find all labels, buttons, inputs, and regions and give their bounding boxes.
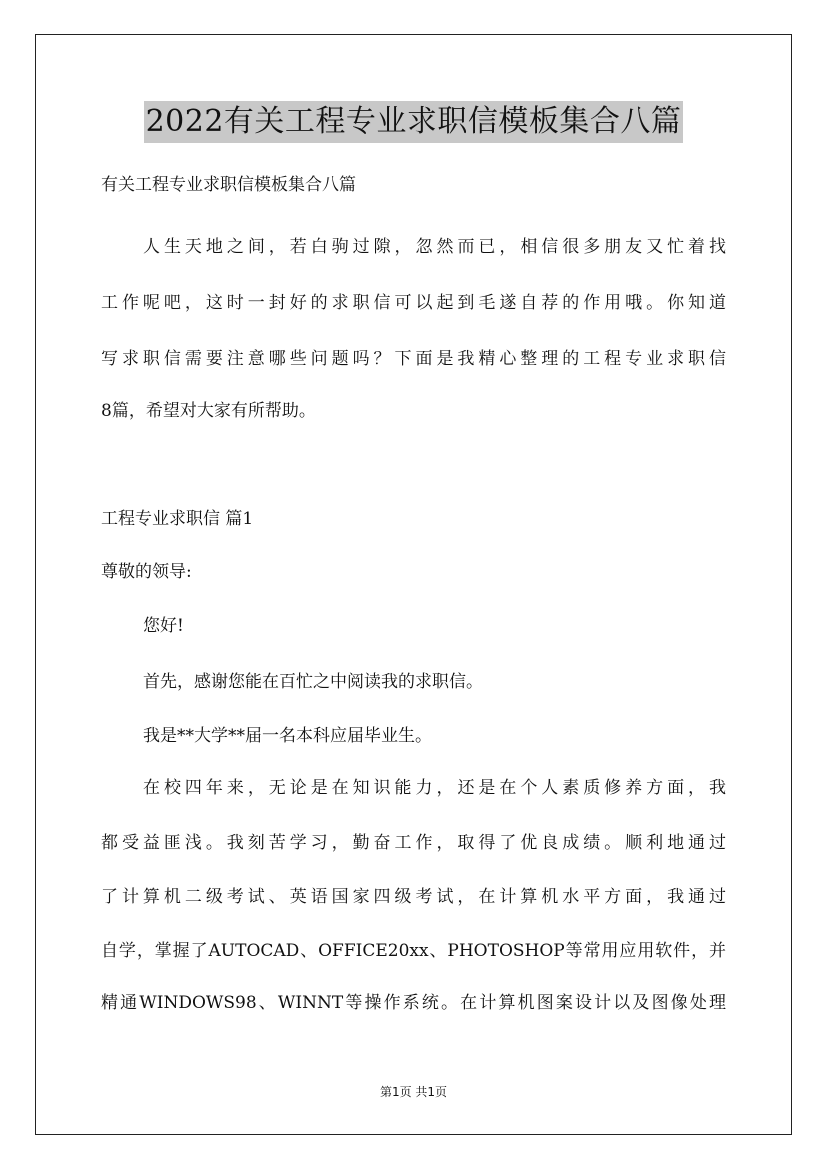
section-heading: 工程专业求职信 篇1 — [101, 509, 254, 529]
paragraph-line-5: 精通WINDOWS98、WINNT等操作系统。在计算机图案设计以及图像处理 — [101, 993, 726, 1013]
paragraph-line-4: 自学，掌握了AUTOCAD、OFFICE20xx、PHOTOSHOP等常用应用软件，并 — [101, 941, 726, 961]
paragraph-line-1: 在校四年来，无论是在知识能力，还是在个人素质修养方面，我 — [143, 778, 726, 798]
salutation: 尊敬的领导: — [101, 562, 192, 582]
greeting: 您好! — [143, 616, 184, 636]
document-subtitle: 有关工程专业求职信模板集合八篇 — [101, 175, 356, 195]
paragraph-line-3: 了计算机二级考试、英语国家四级考试，在计算机水平方面，我通过 — [101, 887, 726, 907]
intro-line-4: 8篇，希望对大家有所帮助。 — [101, 401, 316, 421]
document-title: 2022有关工程专业求职信模板集合八篇 — [144, 101, 684, 143]
intro-line-3: 写求职信需要注意哪些问题吗？下面是我精心整理的工程专业求职信 — [101, 349, 726, 369]
paragraph-line-2: 都受益匪浅。我刻苦学习，勤奋工作，取得了优良成绩。顺利地通过 — [101, 833, 726, 853]
intro-line-2: 工作呢吧，这时一封好的求职信可以起到毛遂自荐的作用哦。你知道 — [101, 293, 726, 313]
title-container — [0, 101, 827, 143]
paragraph-intro-self: 我是**大学**届一名本科应届毕业生。 — [143, 726, 432, 746]
page-number-footer: 第1页 共1页 — [379, 1085, 448, 1099]
paragraph-thanks: 首先，感谢您能在百忙之中阅读我的求职信。 — [143, 672, 483, 692]
intro-line-1: 人生天地之间，若白驹过隙，忽然而已，相信很多朋友又忙着找 — [143, 237, 726, 257]
